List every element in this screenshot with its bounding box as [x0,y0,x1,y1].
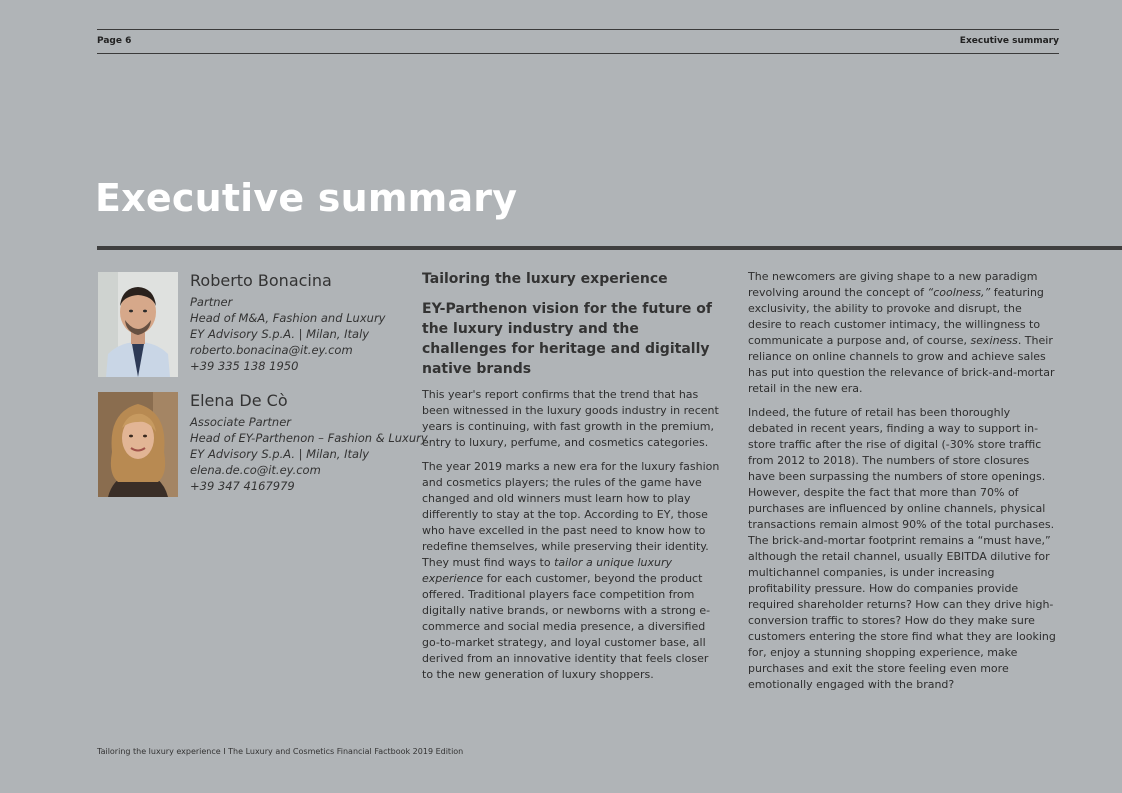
person-position: Head of EY-Parthenon – Fashion & Luxury [190,431,428,445]
header-rule [97,53,1059,54]
person-phone: +39 347 4167979 [190,479,295,493]
footer [97,747,463,756]
page-title: Executive summary [95,176,518,220]
person-role: Partner [190,295,233,309]
article-column-2 [422,269,722,691]
person-organization: EY Advisory S.p.A. | Milan, Italy [190,327,370,341]
person-email[interactable]: elena.de.co@it.ey.com [190,463,321,477]
portrait-roberto-bonacina [98,272,178,377]
section-subheading: EY-Parthenon vision for the future of the luxury industry and the challenges for heritage and digitally native brands [422,301,713,377]
section-label: Executive summary [959,36,1059,46]
person-position: Head of M&A, Fashion and Luxury [190,311,386,325]
top-rule [97,29,1059,30]
person-role: Associate Partner [190,415,292,429]
contact-roberto-bonacina [190,270,385,374]
article-column-3 [748,269,1058,701]
person-email[interactable]: roberto.bonacina@it.ey.com [190,343,353,357]
person-name: Elena De Cò [190,391,288,410]
title-rule [97,246,1122,250]
person-name: Roberto Bonacina [190,271,332,290]
paragraph: This year's report confirms that the trend that has been witnessed in the luxury goods industry in recent years is continuing, with fast growth in the premium, entry to luxury, perfume, and cosmetics categories. [422,388,719,449]
section-heading: Tailoring the luxury experience [422,271,668,287]
footer-left: Tailoring the luxury experience I [97,747,229,756]
paragraph: The year 2019 marks a new era for the luxury fashion and cosmetics players; the rules of the game have changed and old winners must learn how to play differently to stay at the top. According to EY, those who have excelled in the past need to know how to redefine themselves, while preserving their identity. They must find ways to tailor a unique luxury experience for each customer, beyond the product offered. Traditional players face competition from digitally native brands, or newborns with a strong e-commerce and social media presence, a diversified go-to-market strategy, and loyal customer base, all derived from an innovative identity that feels closer to the new generation of luxury shoppers. [422,460,720,681]
person-organization: EY Advisory S.p.A. | Milan, Italy [190,447,370,461]
paragraph: The newcomers are giving shape to a new paradigm revolving around the concept of “coolness,” featuring exclusivity, the ability to provoke and disrupt, the desire to reach customer intimacy, the willingness to communicate a purpose and, of course, sexiness. Their reliance on online channels to grow and achieve sales has put into question the relevance of brick-and-mortar retail in the new era. [748,270,1055,395]
paragraph: Indeed, the future of retail has been thoroughly debated in recent years, finding a way to support in-store traffic after the rise of digital (-30% store traffic from 2012 to 2018). The numbers of store closures have been surpassing the numbers of store openings. However, despite the fact that more than 70% of purchases are influenced by online channels, physical transactions remain almost 90% of the total purchases. The brick-and-mortar footprint remains a “must have,” although the retail channel, usually EBITDA dilutive for multichannel companies, is under increasing profitability pressure. How do companies provide required shareholder returns? How can they drive high-conversion traffic to stores? How do they make sure customers entering the store find what they are looking for, enjoy a stunning shopping experience, make purchases and exit the store feeling even more emotionally engaged with the brand? [748,406,1056,691]
page-number: Page 6 [97,36,132,46]
portrait-elena-de-co [98,392,178,497]
person-phone: +39 335 138 1950 [190,359,299,373]
footer-publication: The Luxury and Cosmetics Financial Factbook 2019 Edition [228,747,464,756]
contact-elena-de-co [190,390,428,494]
